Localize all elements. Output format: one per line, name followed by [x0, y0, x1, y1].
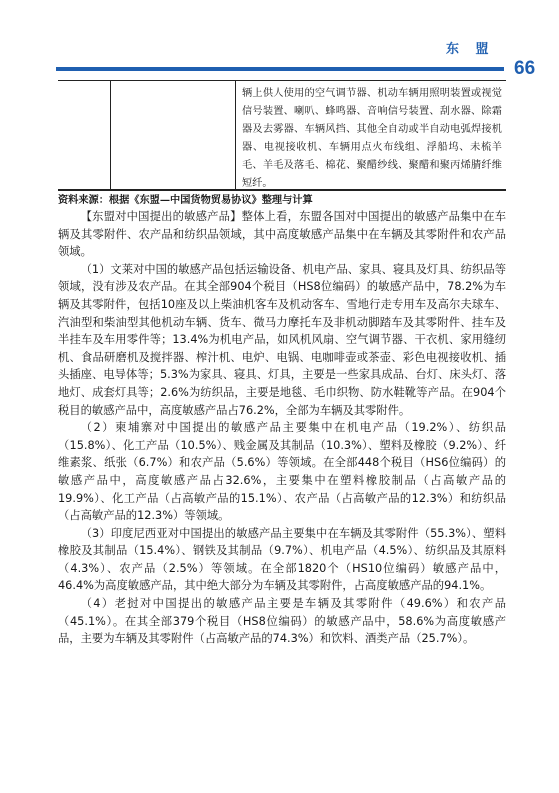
header-rule [56, 67, 504, 71]
continued-table [58, 80, 506, 191]
paragraph-brunei: （1）文莱对中国的敏感产品包括运输设备、机电产品、家具、寝具及灯具、纺织品等领域，没有涉及农产品。在其全部904个税目（HS8位编码）的敏感产品中，78.2%为车辆及其零附件，包括10座及以上柴油机客车及机动客车、雪地行走专用车及高尔夫球车、汽油型和柴油型其他机动车辆、货车、微马力摩托车及非机动脚踏车及其零附件、挂车及半挂车及车用零件等；13.4%为机电产品，如风机风扇、空气调节器、干衣机、家用缝纫机、食品研磨机及搅拌器、榨汁机、电炉、电锅、电咖啡壶或茶壶、彩色电视接收机、插头插座、电导体等；5.3%为家具、寝具、灯具，主要是一些家具成品、台灯、床头灯、落地灯、成套灯具等；2.6%为纺织品，主要是地毯、毛巾织物、防水鞋靴等产品。在904个税目的敏感产品中，高度敏感产品占76.2%，全部为车辆及其零附件。 [58, 262, 506, 417]
paragraph-cambodia: （2）柬埔寨对中国提出的敏感产品主要集中在机电产品（19.2%）、纺织品（15.8%）、化工产品（10.5%）、贱金属及其制品（10.3%）、塑料及橡胶（9.2%）、纤维素浆、纸张（6.7%）和农产品（5.6%）等领域。在全部448个税目（HS6位编码）的敏感产品中，高度敏感产品占32.6%，主要集中在塑料橡胶制品（占高敏产品的19.9%）、化工产品（占高敏产品的15.1%）、农产品（占高敏产品的12.3%）和纺织品（占高敏产品的12.3%）等领域。 [58, 421, 506, 523]
section-title: 东 盟 [446, 42, 495, 57]
page-number: 66 [514, 58, 536, 79]
table-cell-products: 辆上供人使用的空气调节器、机动车辆用照明装置或视觉信号装置、喇叭、蜂鸣器、音响信号装置、刮水器、除霜器及去雾器、车辆风挡、其他全自动或半自动电弧焊接机器、电视接收机、车辆用点火布线组、浮船坞、未梳羊毛、羊毛及落毛、棉花、聚醋纱线、聚醋和聚丙烯腈纤维短纤。 [242, 88, 502, 189]
paragraph-laos: （4）老挝对中国提出的敏感产品主要是车辆及其零附件（49.6%）和农产品（45.1%）。在其全部379个税目（HS8位编码）的敏感产品中，58.6%为高度敏感产品，主要为车辆及其零附件（占高敏产品的74.3%）和饮料、酒类产品（25.7%）。 [58, 597, 506, 646]
body-text [58, 208, 506, 648]
table-cell-empty-1 [58, 81, 111, 189]
source-note: 资料来源：根据《东盟—中国货物贸易协议》整理与计算 [58, 194, 313, 206]
table-cell-empty-2 [111, 81, 236, 189]
paragraph-intro: 【东盟对中国提出的敏感产品】整体上看，东盟各国对中国提出的敏感产品集中在车辆及其零附件、农产品和纺织品领域，其中高度敏感产品集中在车辆及其零附件和农产品领域。 [58, 210, 506, 259]
paragraph-indonesia: （3）印度尼西亚对中国提出的敏感产品主要集中在车辆及其零附件（55.3%）、塑料橡胶及其制品（15.4%）、钢铁及其制品（9.7%）、机电产品（4.5%）、纺织品及其原料（4.3%）、农产品（2.5%）等领域。在全部1820个（HS10位编码）敏感产品中，46.4%为高度敏感产品，其中绝大部分为车辆及其零附件，占高度敏感产品的94.1%。 [58, 526, 506, 593]
